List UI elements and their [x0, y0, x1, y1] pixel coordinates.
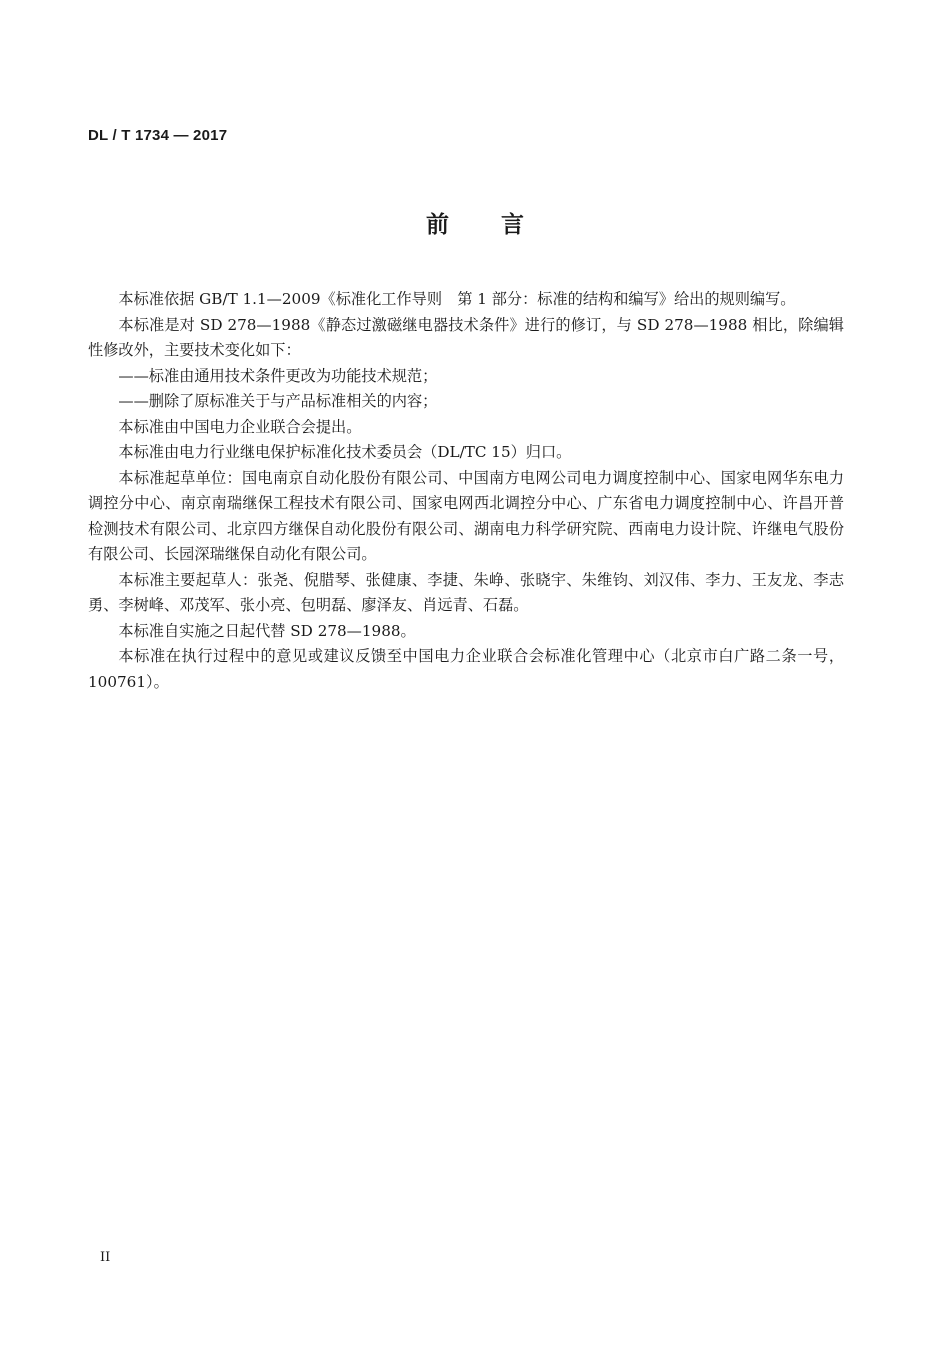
paragraph-drafting-units: 本标准起草单位：国电南京自动化股份有限公司、中国南方电网公司电力调度控制中心、国家电网华东电力调控分中心、南京南瑞继保工程技术有限公司、国家电网西北调控分中心、广东省电力调度控制中心、许昌开普检测技术有限公司、北京四方继保自动化股份有限公司、湖南电力科学研究院、西南电力设计院、许继电气股份有限公司、长园深瑞继保自动化有限公司。 — [88, 468, 844, 563]
paragraph-change-1: ——标准由通用技术条件更改为功能技术规范； — [118, 366, 438, 385]
foreword-body — [88, 287, 844, 695]
page-number: II — [100, 1250, 111, 1265]
paragraph-feedback: 本标准在执行过程中的意见或建议反馈至中国电力企业联合会标准化管理中心（北京市白广路二条一号，100761）。 — [88, 647, 844, 691]
standard-code: DL / T 1734 — 2017 — [88, 127, 228, 144]
paragraph-responsible-committee: 本标准由电力行业继电保护标准化技术委员会（DL/TC 15）归口。 — [118, 443, 572, 461]
paragraph-revision-summary: 本标准是对 SD 278—1988《静态过激磁继电器技术条件》进行的修订，与 SD 278—1988 相比，除编辑性修改外，主要技术变化如下： — [88, 315, 844, 359]
paragraph-change-2: ——删除了原标准关于与产品标准相关的内容； — [118, 392, 438, 410]
paragraph-drafting-rules: 本标准依据 GB/T 1.1—2009《标准化工作导则 第 1 部分：标准的结构和编写》给出的规则编写。 — [118, 290, 796, 308]
paragraph-drafters: 本标准主要起草人：张尧、倪腊琴、张健康、李捷、朱峥、张晓宇、朱维钧、刘汉伟、李力、王友龙、李志勇、李树峰、邓茂军、张小亮、包明磊、廖泽友、肖远青、石磊。 — [88, 570, 844, 614]
paragraph-proposer: 本标准由中国电力企业联合会提出。 — [118, 417, 362, 436]
page-title: 前言 — [426, 212, 576, 238]
paragraph-replacement: 本标准自实施之日起代替 SD 278—1988。 — [118, 621, 416, 640]
